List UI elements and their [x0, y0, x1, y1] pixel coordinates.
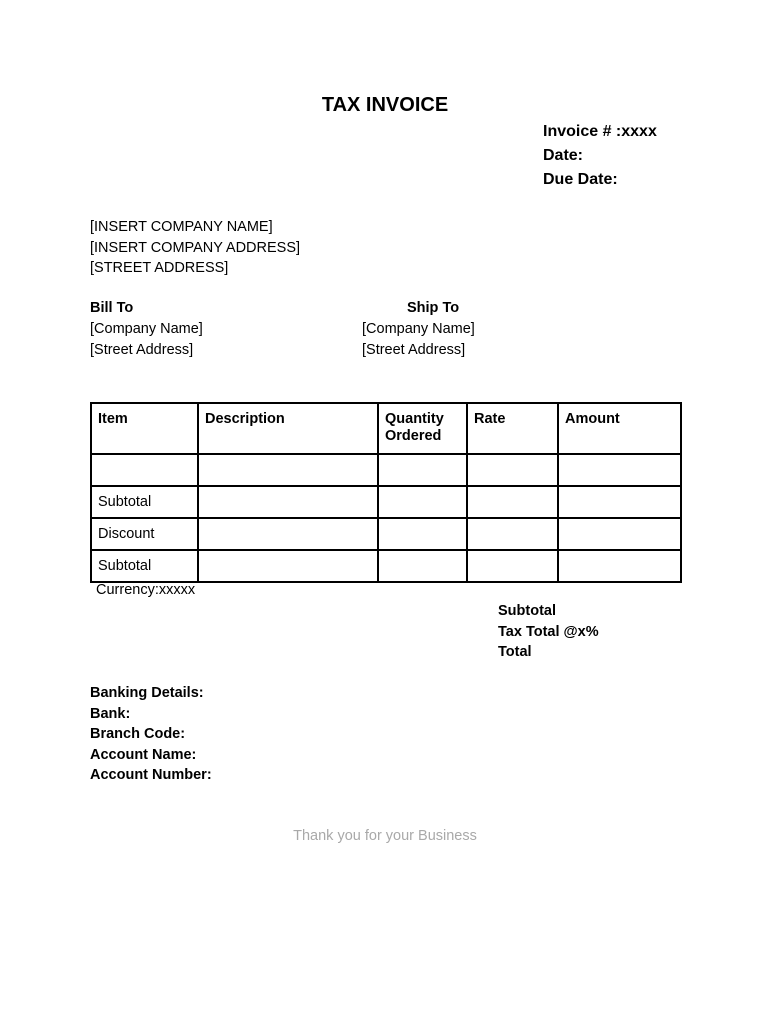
- cell-description: [198, 454, 378, 486]
- table-header-row: [91, 403, 681, 454]
- cell-rate: [467, 550, 558, 582]
- banking-heading: Banking Details:: [90, 685, 204, 701]
- cell-amount: [558, 454, 681, 486]
- banking-details-block: [90, 683, 212, 786]
- totals-total: Total: [498, 644, 532, 660]
- header-description: Description: [198, 403, 378, 454]
- ship-to-heading: Ship To: [407, 300, 460, 316]
- banking-branch-code: Branch Code:: [90, 726, 186, 742]
- company-street: [STREET ADDRESS]: [90, 260, 229, 276]
- banking-account-name: Account Name:: [90, 746, 197, 763]
- table-row: [91, 454, 681, 486]
- cell-amount: [558, 518, 681, 550]
- cell-quantity: [378, 518, 467, 550]
- cell-quantity: [378, 486, 467, 518]
- ship-to-company: [Company Name]: [362, 321, 475, 337]
- items-table: [90, 402, 682, 583]
- banking-account-number: Account Number:: [90, 767, 212, 783]
- bill-to-block: [90, 298, 203, 361]
- ship-to-block: [362, 298, 475, 361]
- cell-rate: [467, 518, 558, 550]
- totals-block: [498, 601, 599, 663]
- invoice-meta: [543, 120, 657, 192]
- invoice-title: TAX INVOICE: [321, 94, 449, 116]
- header-item: Item: [91, 403, 198, 454]
- invoice-number: Invoice # :xxxx: [543, 123, 657, 140]
- cell-rate: [467, 454, 558, 486]
- cell-rate: [467, 486, 558, 518]
- header-quantity-ordered: Quantity Ordered: [378, 403, 467, 454]
- cell-description: [198, 518, 378, 550]
- totals-tax-total: Tax Total @x%: [498, 623, 599, 640]
- bill-to-heading: Bill To: [90, 300, 134, 316]
- bill-to-company: [Company Name]: [90, 321, 203, 337]
- company-address: [INSERT COMPANY ADDRESS]: [90, 239, 301, 256]
- cell-description: [198, 486, 378, 518]
- cell-item: [91, 454, 198, 486]
- cell-quantity: [378, 550, 467, 582]
- ship-to-street: [Street Address]: [362, 342, 466, 358]
- invoice-date: Date:: [543, 147, 584, 164]
- invoice-due-date: Due Date:: [543, 171, 618, 188]
- cell-amount: [558, 486, 681, 518]
- totals-subtotal: Subtotal: [498, 603, 556, 619]
- cell-discount-label: Discount: [91, 518, 198, 550]
- cell-description: [198, 550, 378, 582]
- table-row: [91, 550, 681, 582]
- bill-to-street: [Street Address]: [90, 342, 194, 358]
- header-amount: Amount: [558, 403, 681, 454]
- header-rate: Rate: [467, 403, 558, 454]
- thank-you-footer: Thank you for your Business: [293, 828, 477, 844]
- table-row: [91, 518, 681, 550]
- cell-quantity: [378, 454, 467, 486]
- banking-bank: Bank:: [90, 705, 131, 722]
- cell-subtotal-label: Subtotal: [91, 486, 198, 518]
- company-name: [INSERT COMPANY NAME]: [90, 219, 273, 235]
- currency-label: Currency:xxxxx: [96, 582, 196, 598]
- company-block: [90, 217, 300, 279]
- cell-subtotal-label: Subtotal: [91, 550, 198, 582]
- cell-amount: [558, 550, 681, 582]
- table-row: [91, 486, 681, 518]
